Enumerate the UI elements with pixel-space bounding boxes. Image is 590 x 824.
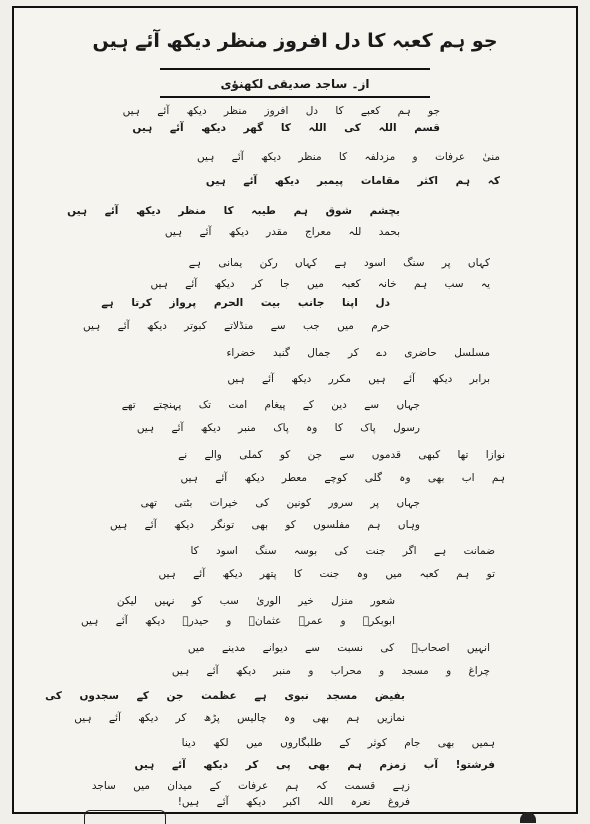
verse-line: یہ سب ہم خانہ کعبہ میں جا کر دیکھ آئے ہیں	[150, 278, 490, 290]
verse-line: قسم اللہ کی اللہ کا گھر دیکھ آئے ہیں	[132, 122, 440, 134]
title-rule-bottom	[160, 96, 430, 98]
author-line: از۔ ساجد صدیقی لکھنؤی	[220, 77, 370, 91]
verse-line: مسلسل حاضری دے کر جمال گنبد خضراء	[226, 347, 490, 359]
verse-line: ضمانت ہے اگر جنت کی بوسہ سنگ اسود کا	[190, 545, 495, 557]
verse-line: نوازا تھا کبھی قدموں سے جن کو کملی والے نے	[178, 449, 505, 461]
verse-line: تو ہم کعبہ میں وہ جنت کا پتھر دیکھ آئے ہیں	[158, 568, 495, 580]
verse-line: زہے قسمت کہ ہم عرفات کے میدان میں ساجد	[91, 780, 410, 792]
verse-line: کہاں پر سنگ اسود ہے کہاں رکن یمانی ہے	[188, 257, 490, 269]
verse-line: ہمیں بھی جام کوثر کے طلبگاروں میں لکھ دینا	[181, 737, 495, 749]
title-rule-top	[160, 68, 430, 70]
verse-line: رسول پاک کا وہ پاک منبر دیکھ آئے ہیں	[136, 422, 420, 434]
verse-line: چراغ و مسجد و محراب و منبر دیکھ آئے ہیں	[171, 665, 490, 677]
verse-line: وہاں ہم مفلسوں کو بھی تونگر دیکھ آئے ہیں	[109, 519, 420, 531]
verse-line: کہ ہم اکثر مقامات پیمبر دیکھ آئے ہیں	[205, 175, 500, 187]
verse-line: شعور منزل خیر الوریٰ سب کو نہیں لیکن	[116, 595, 395, 607]
footer-ornament-right	[520, 812, 536, 823]
verse-line: جہاں سے دین کے پیغام امت تک پہنچتے تھے	[121, 399, 420, 411]
verse-line: حرم میں جب سے منڈلاتے کبوتر دیکھ آئے ہیں	[82, 320, 390, 332]
verse-line: ہم اب بھی وہ گلی کوچے معطر دیکھ آئے ہیں	[180, 472, 505, 484]
verse-line: بفیض مسجد نبوی ہے عظمت جن کے سجدوں کی	[45, 690, 405, 702]
verse-line: بچشم شوق ہم طیبہ کا منظر دیکھ آئے ہیں	[67, 205, 400, 217]
verse-line: برابر دیکھ آئے ہیں مکرر دیکھ آئے ہیں	[227, 373, 490, 385]
verse-line: جو ہم کعبے کا دل افروز منظر دیکھ آئے ہیں	[122, 105, 440, 117]
verse-line: انہیں اصحابؓ کی نسبت سے دیوانے مدینے میں	[187, 642, 490, 654]
page-title: جو ہم کعبہ کا دل افروز منظر دیکھ آئے ہیں	[92, 30, 498, 52]
verse-line: فرشتو! آب زمزم ہم بھی پی کر دیکھ آئے ہیں	[134, 759, 495, 771]
verse-line: ابوبکرؓ و عمرؓ عثمانؓ و حیدرؓ دیکھ آئے ہیں	[81, 615, 395, 627]
verse-line: منیٰ عرفات و مزدلفہ کا منظر دیکھ آئے ہیں	[197, 151, 500, 163]
verse-line: نمازیں ہم بھی وہ چالیس پڑھ کر دیکھ آئے ہیں	[74, 712, 405, 724]
verse-line: دل اپنا جانب بیت الحرم پرواز کرتا ہے	[101, 297, 390, 309]
verse-line: جہاں پر سرور کونین کی خیرات بٹتی تھی	[140, 497, 420, 509]
verse-line: بحمد للہ معراج مقدر دیکھ آئے ہیں	[164, 226, 400, 238]
footer-ornament-left	[84, 810, 166, 824]
verse-line: فروغ نعرہ اللہ اکبر دیکھ آئے ہیں!	[177, 796, 410, 808]
